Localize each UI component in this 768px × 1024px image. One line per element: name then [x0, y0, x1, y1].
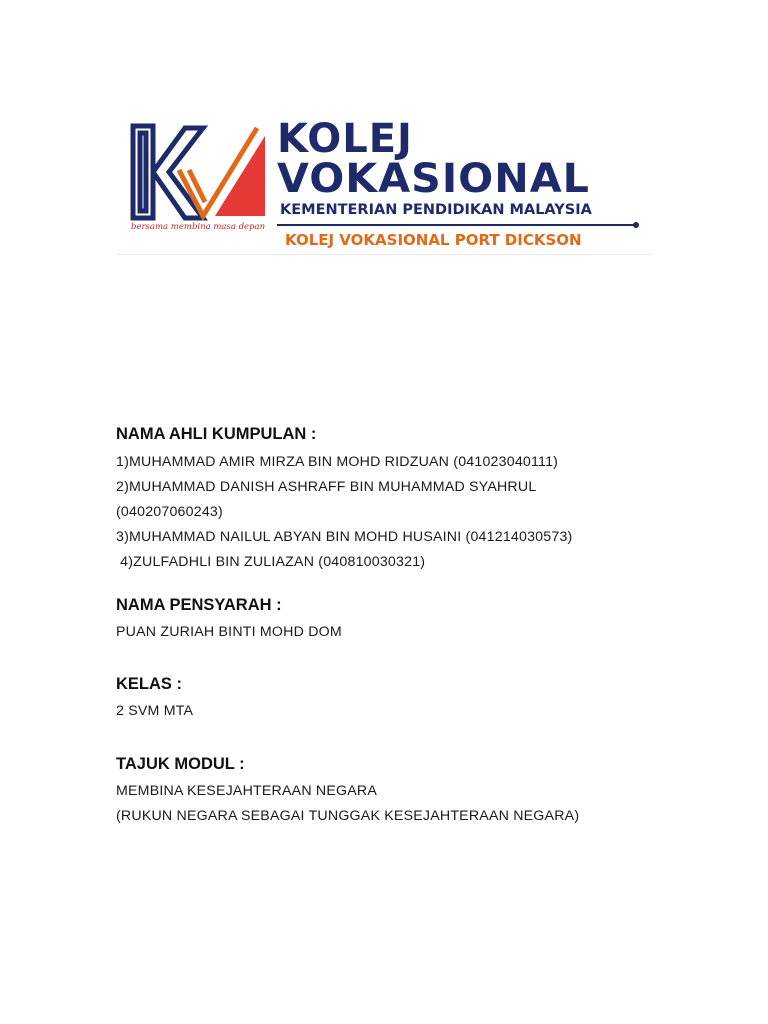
logo-bottom-border	[117, 254, 654, 255]
member-line: (040207060243)	[116, 504, 223, 520]
module-title-line: MEMBINA KESEJAHTERAAN NEGARA	[116, 783, 378, 799]
college-logo-banner	[117, 116, 654, 256]
logo-title-vokasional: VOKASIONAL	[277, 156, 590, 202]
document-content	[116, 424, 716, 829]
module-title-line: (RUKUN NEGARA SEBAGAI TUNGGAK KESEJAHTERAAN NEGARA)	[116, 808, 580, 824]
kv-emblem-icon	[129, 122, 269, 226]
logo-ministry: KEMENTERIAN PENDIDIKAN MALAYSIA	[280, 202, 592, 218]
module-section	[116, 754, 716, 829]
class-heading: KELAS :	[116, 675, 182, 693]
member-line: 4)ZULFADHLI BIN ZULIAZAN (040810030321)	[116, 554, 426, 570]
logo-divider	[277, 224, 635, 226]
member-line: 3)MUHAMMAD NAILUL ABYAN BIN MOHD HUSAINI (041214030573)	[116, 529, 573, 545]
class-value: 2 SVM MTA	[116, 703, 194, 719]
class-section	[116, 674, 716, 724]
logo-title-kolej: KOLEJ	[277, 116, 413, 162]
lecturer-name: PUAN ZURIAH BINTI MOHD DOM	[116, 624, 342, 640]
module-heading: TAJUK MODUL :	[116, 755, 245, 773]
members-section	[116, 424, 716, 575]
logo-tagline: bersama membina masa depan	[131, 222, 266, 232]
member-line: 2)MUHAMMAD DANISH ASHRAFF BIN MUHAMMAD SYAHRUL	[116, 479, 537, 495]
lecturer-heading: NAMA PENSYARAH :	[116, 596, 282, 614]
members-heading: NAMA AHLI KUMPULAN :	[116, 425, 317, 443]
member-line: 1)MUHAMMAD AMIR MIRZA BIN MOHD RIDZUAN (041023040111)	[116, 454, 559, 470]
lecturer-section	[116, 595, 716, 645]
logo-campus-name: KOLEJ VOKASIONAL PORT DICKSON	[285, 231, 582, 249]
